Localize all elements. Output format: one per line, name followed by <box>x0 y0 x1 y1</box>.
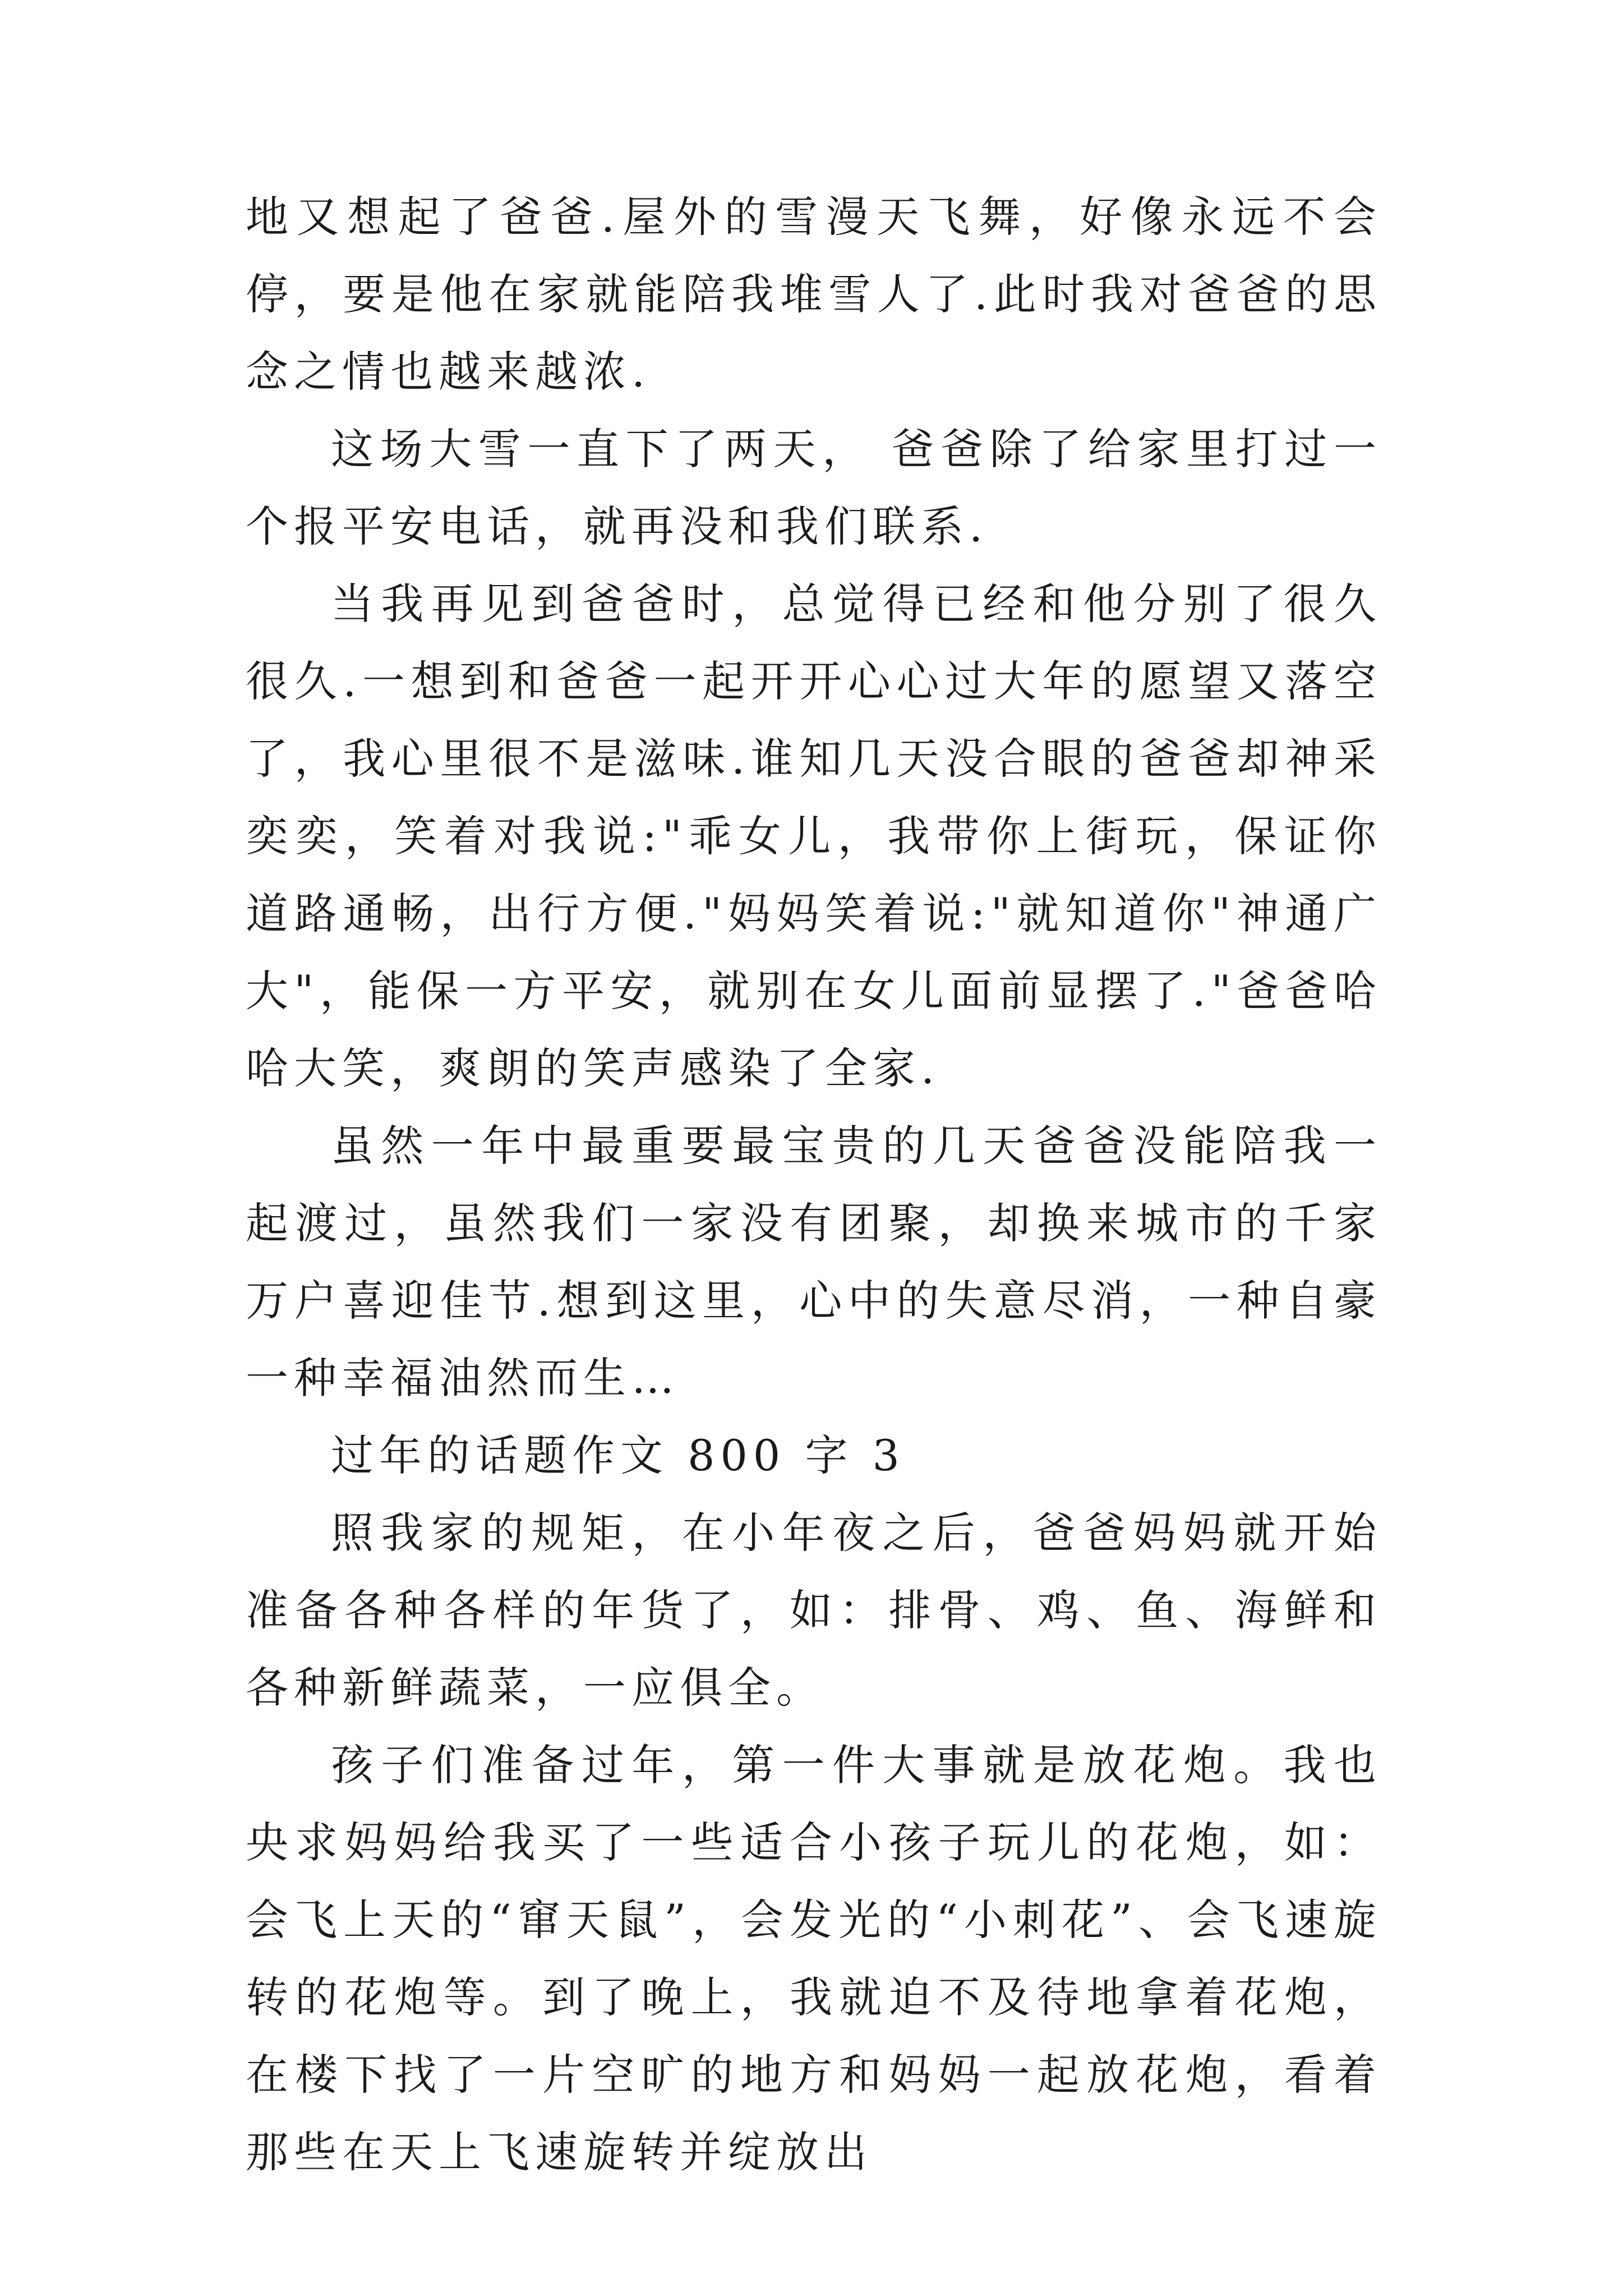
paragraph: 虽然一年中最重要最宝贵的几天爸爸没能陪我一起渡过，虽然我们一家没有团聚，却换来城市的千家万户喜迎佳节.想到这里，心中的失意尽消，一种自豪一种幸福油然而生… <box>246 1121 1382 1403</box>
paragraph: 孩子们准备过年，第一件大事就是放花炮。我也央求妈妈给我买了一些适合小孩子玩儿的花炮，如：会飞上天的“窜天鼠”，会发光的“小刺花”、会飞速旋转的花炮等。到了晚上，我就迫不及待地拿着花炮，在楼下找了一片空旷的地方和妈妈一起放花炮，看着那些在天上飞速旋转并绽放出 <box>246 1740 1382 2177</box>
paragraph-continued: 地又想起了爸爸.屋外的雪漫天飞舞，好像永远不会停，要是他在家就能陪我堆雪人了.此时我对爸爸的思念之情也越来越浓. <box>246 192 1382 397</box>
paragraph: 这场大雪一直下了两天， 爸爸除了给家里打过一个报平安电话，就再没和我们联系. <box>246 424 1382 551</box>
document-body <box>246 178 1382 2191</box>
paragraph: 当我再见到爸爸时，总觉得已经和他分别了很久很久.一想到和爸爸一起开开心心过大年的愿望又落空了，我心里很不是滋味.谁知几天没合眼的爸爸却神采奕奕，笑着对我说:"乖女儿，我带你上街玩，保证你道路通畅，出行方便."妈妈笑着说:"就知道你"神通广大"，能保一方平安，就别在女儿面前显摆了."爸爸哈哈大笑，爽朗的笑声感染了全家. <box>246 579 1382 1093</box>
section-heading: 过年的话题作文 800 字 3 <box>331 1430 905 1480</box>
paragraph: 照我家的规矩，在小年夜之后，爸爸妈妈就开始准备各种各样的年货了，如：排骨、鸡、鱼、海鲜和各种新鲜蔬菜，一应俱全。 <box>246 1508 1382 1713</box>
